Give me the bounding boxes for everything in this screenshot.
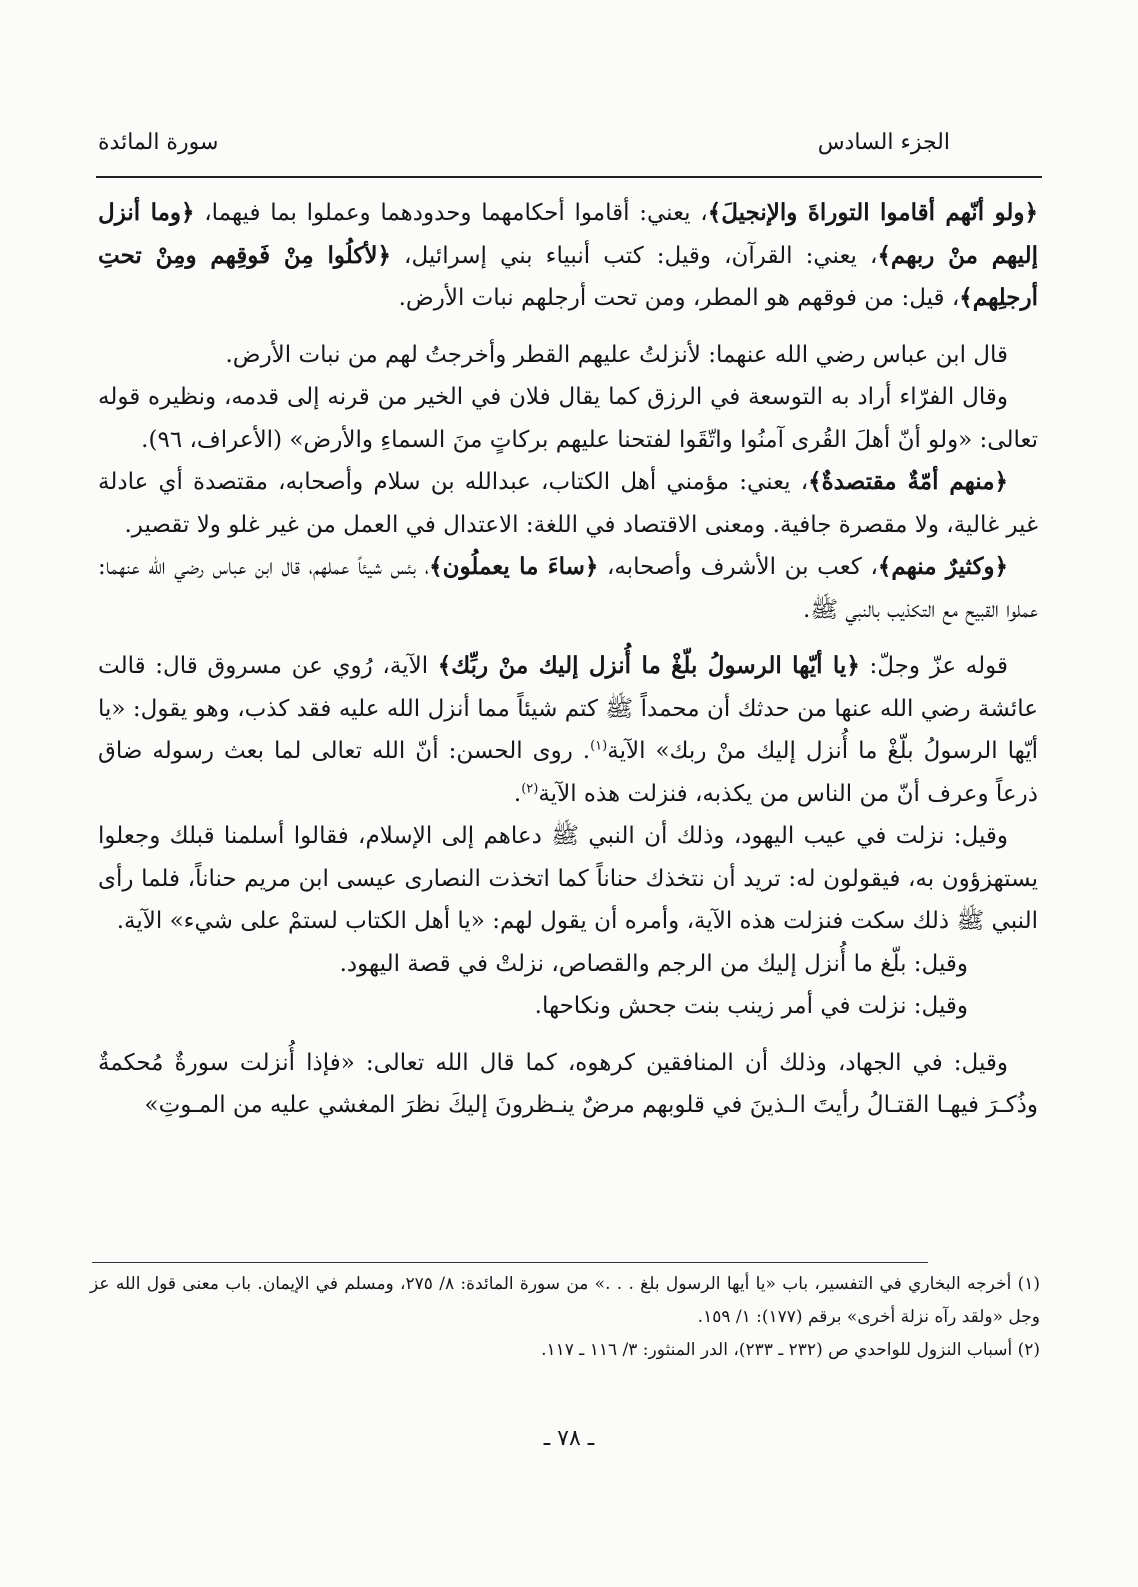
- running-header-surah: سورة المائدة: [98, 130, 219, 155]
- running-header-part: الجزء السادس: [817, 130, 950, 155]
- footnotes: [90, 1268, 1040, 1367]
- paragraph: [98, 461, 1038, 546]
- footnote-ref: (١): [590, 738, 608, 754]
- paragraph: [98, 1042, 1038, 1127]
- text-run: وقيل: نزلت في أمر زينب بنت جحش ونكاحها.: [534, 993, 968, 1019]
- footnote: (٢) أسباب النزول للواحدي ص (٢٣٢ ـ ٢٣٣)، الدر المنثور: ٣/ ١١٦ ـ ١١٧.: [541, 1340, 1040, 1360]
- quran-quote: ﴿وكثيرٌ منهم﴾: [877, 553, 1008, 580]
- text-run: ، بئس شيئاً عملهم، قال ابن عباس رضي الله عنهما: عملوا القبيح مع التكذيب بالنبي ﷺ.: [98, 554, 1038, 623]
- quran-quote: ﴿منهم أمّةٌ مقتصدةٌ﴾: [808, 468, 1008, 495]
- header-divider: [96, 176, 1042, 178]
- paragraph: [98, 645, 1038, 815]
- paragraph: [98, 815, 1038, 943]
- text-run: ، يعني: أقاموا أحكامهما وحدودهما وعملوا بما فيهما،: [194, 200, 708, 226]
- text-run: . روى الحسن: أنّ الله تعالى لما بعث رسوله ضاق ذرعاً وعرف أنّ من الناس من يكذبه، فنزلت هذه الآية: [98, 738, 1038, 807]
- paragraph: [98, 943, 1038, 986]
- paragraph: [98, 334, 1038, 377]
- paragraph: [98, 192, 1038, 320]
- quran-quote: ﴿ولو أنّهم أقاموا التوراةَ والإنجيلَ﴾: [707, 199, 1038, 226]
- page-number: ـ ٧٨ ـ: [543, 1426, 595, 1451]
- text-run: ، يعني: مؤمني أهل الكتاب، عبدالله بن سلام وأصحابه، مقتصدة أي عادلة غير غالية، ولا مقصرة جافية. ومعنى الاقتصاد في اللغة: الاعتدال في العمل من غير غلو ولا تقصير.: [98, 469, 1038, 538]
- text-run: وقال الفرّاء أراد به التوسعة في الرزق كما يقال فلان في الخير من قرنه إلى قدمه، ونظيره قوله تعالى: «ولو أنّ أهلَ القُرى آمنُوا واتّقَوا لفتحنا عليهم بركاتٍ منَ السماءِ والأرض» (الأعراف، ٩٦).: [98, 384, 1038, 453]
- text-run: قال ابن عباس رضي الله عنهما: لأنزلتُ عليهم القطر وأخرجتُ لهم من نبات الأرض.: [225, 341, 1008, 368]
- text-run: ، كعب بن الأشرف وأصحابه،: [598, 554, 878, 580]
- footnote-ref: (٢): [521, 780, 539, 796]
- main-text: [98, 192, 1038, 1127]
- quran-quote: ﴿ساءَ ما يعملُون﴾: [429, 553, 599, 580]
- text-run: ، قيل: من فوقهم هو المطر، ومن تحت أرجلهم نبات الأرض.: [398, 285, 960, 311]
- text-run: وقيل: في الجهاد، وذلك أن المنافقين كرهوه، كما قال الله تعالى: «فإذا أُنزلت سورةٌ مُحكمةٌ وذُكـرَ فيهـا القتـالُ رأيتَ الـذينَ في قلوبهم مرضٌ ينـظرونَ إليكَ نظرَ المغشي عليه من المـوتِ»: [98, 1049, 1038, 1118]
- text-run: .: [513, 780, 522, 807]
- quran-quote: ﴿يا أيّها الرسولُ بلّغْ ما أُنزل إليك منْ ربِّك﴾: [437, 652, 860, 679]
- footnote: (١) أخرجه البخاري في التفسير، باب «يا أيها الرسول بلغ . . .» من سورة المائدة: ٨/ ٢٧٥، ومسلم في الإيمان. باب معنى قول الله عز وجل «ولقد رآه نزلة أخرى» برقم (١٧٧): ١/ ١٥٩.: [90, 1274, 1041, 1327]
- text-run: قوله عزّ وجلّ:: [859, 653, 1009, 679]
- text-run: وقيل: بلّغ ما أُنزل إليك من الرجم والقصاص، نزلتْ في قصة اليهود.: [339, 950, 968, 977]
- quran-quote: ﴿وما أنزل إليهم منْ ربهم﴾: [98, 199, 1038, 269]
- text-run: وقيل: نزلت في عيب اليهود، وذلك أن النبي ﷺ دعاهم إلى الإسلام، فقالوا أسلمنا قبلك وجعلوا يستهزؤون به، فيقولون له: تريد أن نتخذك حناناً كما اتخذت النصارى عيسى ابن مريم حناناً، فلما رأى النبي ﷺ ذلك سكت فنزلت هذه الآية، وأمره أن يقول لهم: «يا أهل الكتاب لستمْ على شيء» الآية.: [98, 823, 1038, 934]
- text-run: الآية، رُوي عن مسروق قال: قالت عائشة رضي الله عنها من حدثك أن محمداً ﷺ كتم شيئاً مما أنزل الله عليه فقد كذب، وهو يقول: «يا أيّها الرسولُ بلّغْ ما أُنزل إليك منْ ربك» الآية: [98, 653, 1038, 764]
- paragraph: [98, 546, 1038, 631]
- text-run: ، يعني: القرآن، وقيل: كتب أنبياء بني إسرائيل،: [390, 242, 878, 269]
- paragraph: [98, 985, 1038, 1028]
- paragraph: [98, 376, 1038, 461]
- footnote-divider: [92, 1262, 928, 1263]
- quran-quote: ﴿لأكلُوا مِنْ فَوقِهم ومِنْ تحتِ أرجلِهم﴾: [98, 241, 1038, 311]
